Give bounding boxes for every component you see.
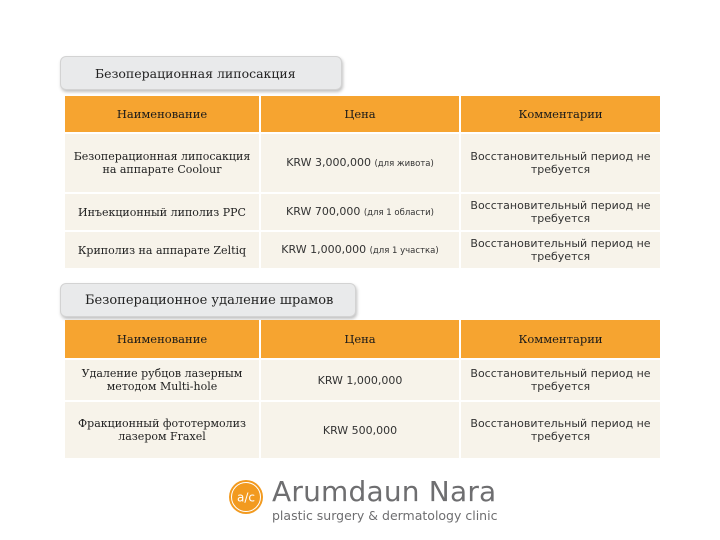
procedure-price: [260, 133, 460, 193]
table-row: [65, 401, 660, 459]
section-title-text: Безоперационная липосакция: [95, 65, 296, 81]
table-row: [65, 231, 660, 269]
clinic-logo-mark-icon: [228, 479, 264, 515]
logo-mark-text: a/c: [237, 490, 255, 505]
procedure-price: [260, 231, 460, 269]
procedure-name: Инъекционный липолиз PPC: [65, 193, 260, 231]
liposuction-price-table: [65, 96, 660, 270]
table-row: [65, 359, 660, 401]
procedure-name: Безоперационная липосакция на аппарате Coolour: [65, 133, 260, 193]
table-row: [65, 193, 660, 231]
price-value: KRW 1,000,000: [281, 242, 367, 256]
clinic-logo: [228, 476, 497, 523]
scar-removal-price-table: [65, 320, 660, 460]
price-value: KRW 700,000: [286, 204, 361, 218]
price-note: (для живота): [374, 158, 434, 169]
header-price: Цена: [260, 96, 460, 133]
table-header-row: [65, 96, 660, 133]
price-value: KRW 3,000,000: [286, 155, 371, 169]
price-note: (для 1 участка): [369, 245, 439, 256]
section-title-scar-removal: [60, 283, 356, 317]
procedure-comment: Восстановительный период не требуется: [460, 231, 660, 269]
procedure-price: KRW 500,000: [260, 401, 460, 459]
price-note: (для 1 области): [363, 207, 434, 218]
header-name: Наименование: [65, 96, 260, 133]
table-row: [65, 133, 660, 193]
procedure-name: Криполиз на аппарате Zeltiq: [65, 231, 260, 269]
header-name: Наименование: [65, 320, 260, 359]
procedure-comment: Восстановительный период не требуется: [460, 401, 660, 459]
procedure-price: KRW 1,000,000: [260, 359, 460, 401]
procedure-name: Удаление рубцов лазерным методом Multi-hole: [65, 359, 260, 401]
procedure-name: Фракционный фототермолиз лазером Fraxel: [65, 401, 260, 459]
clinic-subtitle: plastic surgery & dermatology clinic: [272, 508, 498, 523]
header-comment: Комментарии: [460, 320, 660, 359]
header-price: Цена: [260, 320, 460, 359]
procedure-comment: Восстановительный период не требуется: [460, 133, 660, 193]
clinic-name: Arumdaun Nara: [272, 475, 497, 508]
procedure-comment: Восстановительный период не требуется: [460, 193, 660, 231]
section-title-liposuction: [60, 56, 342, 90]
header-comment: Комментарии: [460, 96, 660, 133]
procedure-comment: Восстановительный период не требуется: [460, 359, 660, 401]
table-header-row: [65, 320, 660, 359]
section-title-text: Безоперационное удаление шрамов: [85, 292, 334, 308]
procedure-price: [260, 193, 460, 231]
